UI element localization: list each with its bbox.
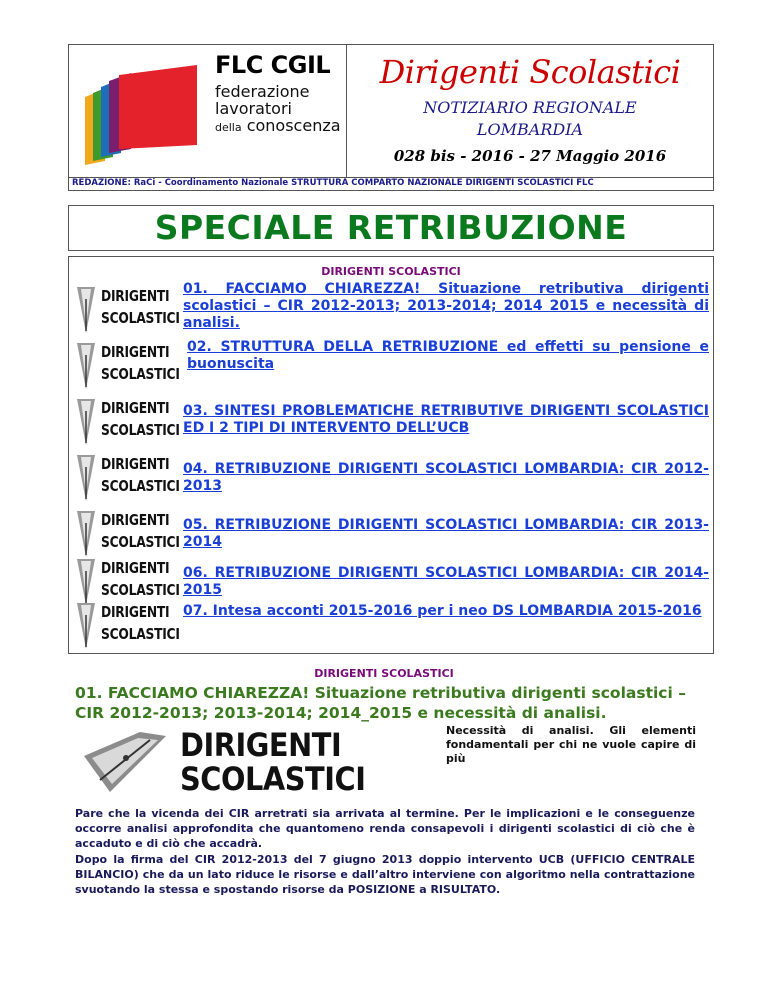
toc-item (73, 281, 709, 337)
toc-link-06[interactable]: 06. RETRIBUZIONE DIRIGENTI SCOLASTICI LOMBARDIA: CIR 2014-2015 (183, 565, 709, 598)
ds-logo (73, 337, 178, 393)
ds-big-word-1: DIRIGENTI (180, 726, 342, 764)
ds-logo-word-2: SCOLASTICI (101, 625, 180, 643)
section-title: 01. FACCIAMO CHIAREZZA! Situazione retributiva dirigenti scolastici – CIR 2012-2013; 2013-2014; 2014_2015 e necessità di analisi. (75, 684, 686, 722)
ds-logo (73, 393, 178, 449)
ds-logo-word-1: DIRIGENTI (101, 399, 170, 417)
ds-big-word-2: SCOLASTICI (180, 760, 366, 798)
fountain-pen-icon (75, 397, 97, 447)
toc-link-05[interactable]: 05. RETRIBUZIONE DIRIGENTI SCOLASTICI LOMBARDIA: CIR 2013-2014 (183, 517, 709, 550)
ds-logo (73, 449, 178, 505)
fountain-pen-icon (75, 285, 97, 335)
ds-logo-word-2: SCOLASTICI (101, 365, 180, 383)
fountain-pen-icon (75, 601, 97, 651)
ds-logo-word-2: SCOLASTICI (101, 421, 180, 439)
fountain-pen-icon (75, 341, 97, 391)
paragraph-2: Dopo la firma del CIR 2012-2013 del 7 giugno 2013 doppio intervento UCB (UFFICIO CENTRALE BILANCIO) che da un lato riduce le risorse e dall’altro interviene con algoritmo nella contrattazione svuotando la stessa e spostando risorse da POSIZIONE a RISULTATO. (75, 853, 695, 896)
ds-logo (73, 597, 178, 653)
side-note: Necessità di analisi. Gli elementi fondamentali per chi ne vuole capire di più (446, 724, 696, 765)
subtitle-line-1: NOTIZIARIO REGIONALE (423, 98, 637, 117)
toc-item (73, 393, 709, 449)
fountain-pen-icon (80, 728, 170, 796)
logo-stripes-icon (79, 65, 199, 165)
ds-logo-word-1: DIRIGENTI (101, 511, 170, 529)
table-of-contents (68, 256, 714, 654)
ds-logo-word-2: SCOLASTICI (101, 533, 180, 551)
logo-line-2: lavoratori (215, 99, 292, 118)
speciale-title: SPECIALE RETRIBUZIONE (68, 205, 714, 251)
issue-date: 028 bis - 2016 - 27 Maggio 2016 (393, 147, 667, 165)
toc-link-03[interactable]: 03. SINTESI PROBLEMATICHE RETRIBUTIVE DIRIGENTI SCOLASTICI ED I 2 TIPI DI INTERVENTO DELL’UCB (183, 403, 709, 436)
flc-cgil-logo (69, 45, 347, 177)
toc-link-01[interactable]: 01. FACCIAMO CHIAREZZA! Situazione retributiva dirigenti scolastici – CIR 2012-2013; 2013-2014; 2014 2015 e necessità di analisi. (183, 281, 709, 331)
toc-link-02[interactable]: 02. STRUTTURA DELLA RETRIBUZIONE ed effetti su pensione e buonuscita (187, 339, 709, 372)
toc-item (73, 597, 709, 653)
ds-big-logo (80, 728, 420, 796)
ds-logo-word-1: DIRIGENTI (101, 603, 170, 621)
fountain-pen-icon (75, 453, 97, 503)
ds-logo-word-2: SCOLASTICI (101, 309, 180, 327)
ds-logo-word-2: SCOLASTICI (101, 477, 180, 495)
title-area (347, 45, 713, 177)
ds-logo-word-1: DIRIGENTI (101, 455, 170, 473)
masthead (68, 44, 714, 178)
ds-logo-word-1: DIRIGENTI (101, 559, 170, 577)
ds-logo (73, 281, 178, 337)
toc-link-04[interactable]: 04. RETRIBUZIONE DIRIGENTI SCOLASTICI LOMBARDIA: CIR 2012-2013 (183, 461, 709, 494)
ds-logo-word-1: DIRIGENTI (101, 287, 170, 305)
toc-item (73, 449, 709, 505)
logo-line-3-small: della (215, 121, 242, 134)
ds-logo-word-2: SCOLASTICI (101, 581, 180, 599)
paragraph-1: Pare che la vicenda dei CIR arretrati sia arrivata al termine. Per le implicazioni e le conseguenze occorre analisi approfondita che quantomeno renda consapevoli i dirigenti scolastici di ciò che è accaduto e di ciò che accadrà. (75, 807, 695, 850)
toc-item (73, 337, 709, 393)
section-heading: DIRIGENTI SCOLASTICI (314, 667, 454, 680)
toc-link-07[interactable]: 07. Intesa acconti 2015-2016 per i neo DS LOMBARDIA 2015-2016 (183, 603, 702, 619)
newsletter-title: Dirigenti Scolastici (379, 53, 681, 91)
redazione-line: REDAZIONE: RaCi - Coordinamento Nazionale STRUTTURA COMPARTO NAZIONALE DIRIGENTI SCOLASTICI FLC (72, 178, 594, 188)
toc-heading: DIRIGENTI SCOLASTICI (321, 265, 461, 278)
subtitle-line-2: LOMBARDIA (476, 120, 584, 139)
fountain-pen-icon (75, 509, 97, 559)
logo-line-1: federazione (215, 82, 310, 101)
ds-logo-word-1: DIRIGENTI (101, 343, 170, 361)
logo-brand: FLC CGIL (215, 51, 331, 79)
logo-line-3: conoscenza (246, 116, 341, 135)
